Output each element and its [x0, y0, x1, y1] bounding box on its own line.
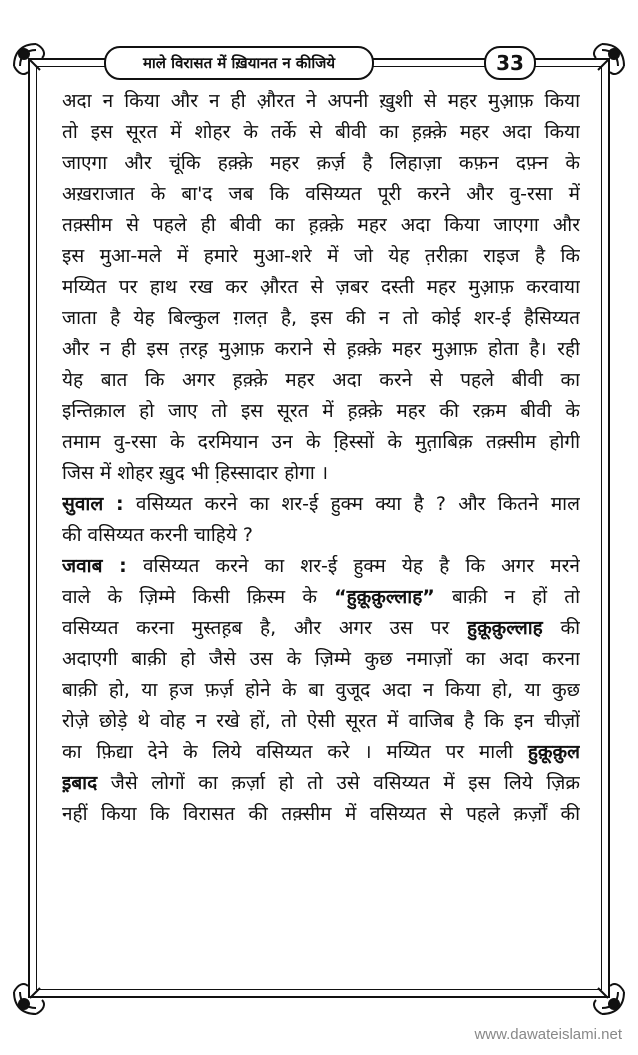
answer-line — [62, 613, 580, 644]
question-text: वसिय्यत करने का शर-ई हुक्म क्या है ? और कितने माल — [135, 493, 580, 515]
body-line: अख़राजात के बा'द जब कि वसिय्यत पूरी करने और वु-रसा में — [62, 183, 580, 205]
body-line: मय्यित पर हाथ रख कर औ़रत से ज़बर दस्ती महर मुआ़फ़ करवाया — [62, 276, 580, 298]
answer-line — [62, 737, 580, 768]
answer-text: जैसे लोगों का क़र्ज़ा हो तो उसे वसिय्यत में इस लिये ज़िक्र — [110, 772, 580, 794]
body-line: येह बात कि अगर ह़क़्क़े महर अदा करने से पहले बीवी का — [62, 369, 580, 391]
answer-line — [62, 582, 580, 613]
floral-corner-ornament-icon — [576, 40, 628, 92]
answer-text: वाले के ज़िम्मे किसी क़िस्म के — [62, 586, 317, 608]
floral-corner-ornament-icon — [10, 40, 62, 92]
answer-line — [62, 551, 580, 582]
answer-emphasis: हुक़ूक़ुल्लाह — [466, 617, 543, 639]
answer-text: का फ़िद्या देने के लिये वसिय्यत करे । मय्यित पर माली — [62, 741, 514, 763]
answer-text: वसिय्यत करने का शर-ई हुक्म येह है कि अगर मरने — [142, 555, 580, 577]
answer-text: की — [560, 617, 580, 639]
answer-line — [62, 768, 580, 799]
answer-line: रोज़े छोड़े थे वोह न रखे हों, तो ऐसी सूरत में वाजिब है कि इन चीज़ों — [62, 710, 580, 732]
page-body — [62, 86, 580, 830]
answer-line: नहीं किया कि विरासत की तक़्सीम में वसिय्यत से पहले क़र्ज़ों की — [62, 803, 580, 825]
page-number: 33 — [484, 46, 536, 80]
answer-line: बाक़ी हो, या ह़ज फ़र्ज़ होने के बा वुजूद अदा न किया हो, या कुछ — [62, 679, 580, 701]
answer-text: बाक़ी न हों तो — [451, 586, 580, 608]
body-line: अदा न किया और न ही औ़रत ने अपनी ख़ुशी से महर मुआ़फ़ किया — [62, 90, 580, 112]
answer-text: वसिय्यत करना मुस्तह़ब है, और अगर उस पर — [62, 617, 450, 639]
question-line: की वसिय्यत करनी चाहिये ? — [62, 524, 254, 546]
answer-emphasis: हुक़ूक़ुल — [527, 741, 580, 763]
body-line: जाता है येह बिल्कुल ग़लत़ है, इस की न तो कोई शर-ई हैसिय्यत — [62, 307, 580, 329]
body-line: जाएगा और चूंकि हक़्क़े महर क़र्ज़ है लिहाज़ा कफ़न दफ़्न के — [62, 152, 580, 174]
body-line: इस मुआ-मले में हमारे मुआ-शरे में जो येह त़रीक़ा राइज है कि — [62, 245, 580, 267]
body-line: तक़्सीम से पहले ही बीवी का ह़क़्क़े महर अदा किया जाएगा और — [62, 214, 580, 236]
website-url: www.dawateislami.net — [474, 1026, 622, 1043]
answer-emphasis: “हुक़ूक़ुल्लाह” — [334, 586, 435, 608]
body-line: और न ही इस त़रह़ मुआ़फ़ कराने से ह़क़्क़े महर मुआ़फ़ होता है। रही — [62, 338, 580, 360]
question-line — [62, 489, 580, 520]
body-line: इन्तिक़ाल हो जाए तो इस सूरत में ह़क़्क़े महर की रक़म बीवी के — [62, 400, 580, 422]
floral-corner-ornament-icon — [10, 966, 62, 1018]
floral-corner-ornament-icon — [576, 966, 628, 1018]
answer-line: अदाएगी बाक़ी हो जैसे उस के ज़िम्मे कुछ नमाज़ों का अदा करना — [62, 648, 580, 670]
answer-label: जवाब : — [62, 555, 127, 577]
body-line: तो इस सूरत में शोहर के तर्के से बीवी का ह़क़्क़े महर अदा किया — [62, 121, 580, 143]
question-label: सुवाल : — [62, 493, 124, 515]
body-line: जिस में शोहर ख़ुद भी हि़स्सादार होगा । — [62, 462, 329, 484]
page-header-title: माले विरासत में ख़ियानत न कीजिये — [104, 46, 374, 80]
answer-emphasis: इ़बाद — [62, 772, 98, 794]
body-line: तमाम वु-रसा के दरमियान उन के हि़स्सों के मुत़ाबिक़ तक़्सीम होगी — [62, 431, 580, 453]
